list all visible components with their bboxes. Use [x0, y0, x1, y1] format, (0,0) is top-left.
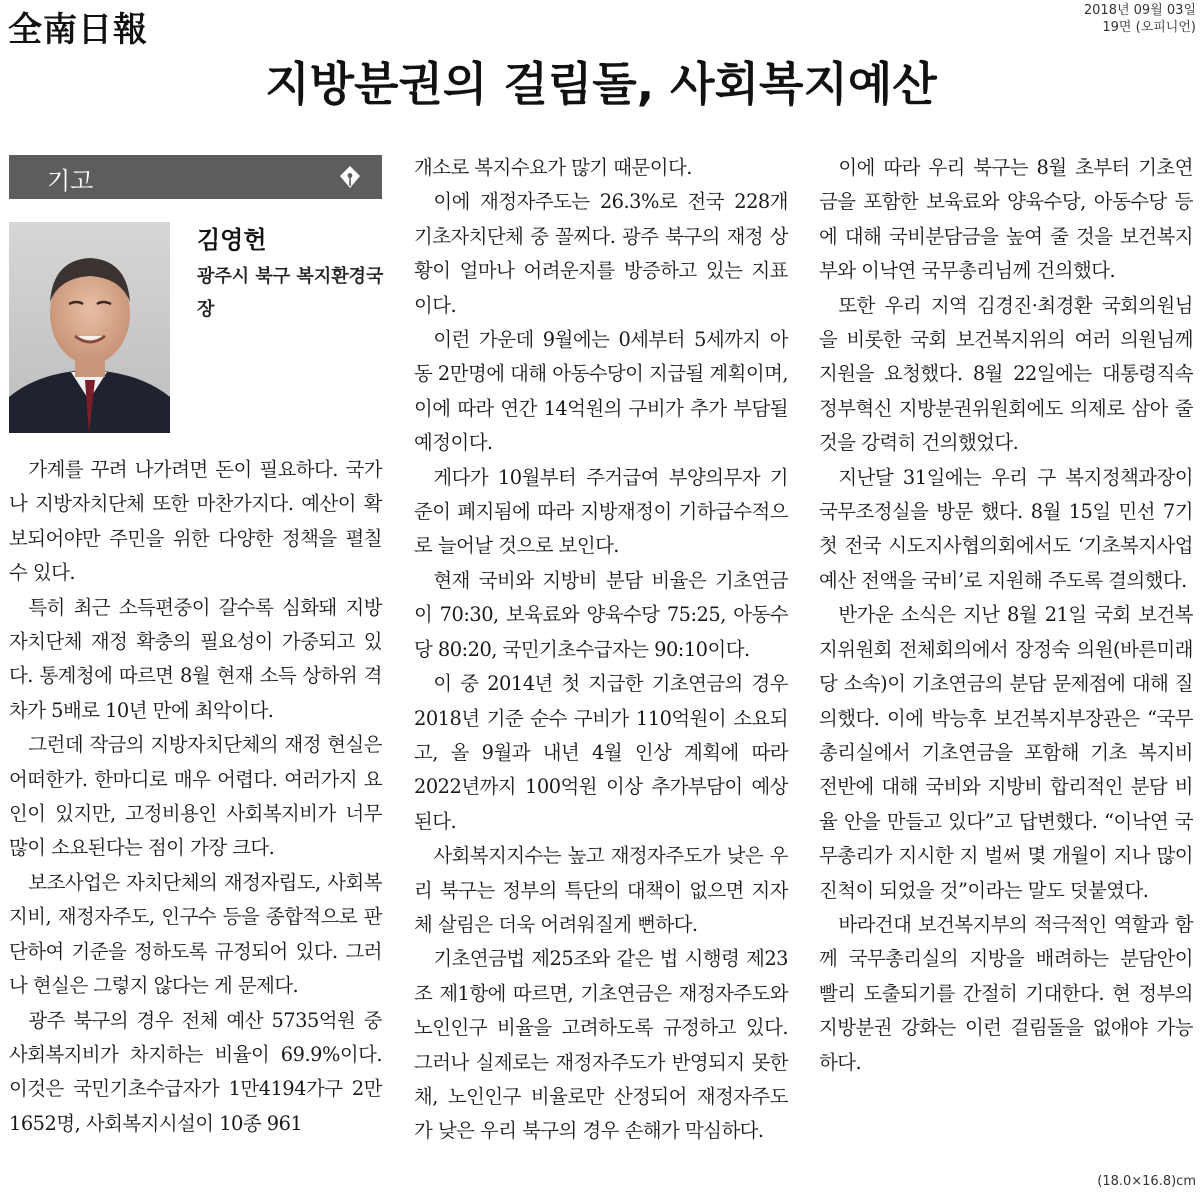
paragraph: 또한 우리 지역 김경진·최경환 국회의원님을 비롯한 국회 보건복지위의 여러 의원님께 지원을 요청했다. 8월 22일에는 대통령직속 정부혁신 지방분권위원회에도 의제로 삼아 줄 것을 강력히 건의했었다. — [819, 293, 1193, 455]
article-size-note: (18.0×16.8)cm — [1097, 1174, 1196, 1189]
paragraph: 가계를 꾸려 나가려면 돈이 필요하다. 국가나 지방자치단체 또한 마찬가지다. 예산이 확보되어야만 주민을 위한 다양한 정책을 펼칠 수 있다. — [9, 458, 382, 585]
paragraph: 광주 북구의 경우 전체 예산 5735억원 중 사회복지비가 차지하는 비율이 69.9%이다. 이것은 국민기초수급자가 1만4194가구 2만1652명, 사회복지시설이 10종 961 — [9, 1008, 382, 1135]
paragraph: 그런데 작금의 지방자치단체의 재정 현실은 어떠한가. 한마디로 매우 어렵다. 여러가지 요인이 있지만, 고정비용인 사회복지비가 너무 많이 소요된다는 점이 가장 크다. — [9, 733, 382, 860]
publication-info — [1084, 2, 1196, 36]
pen-nib-icon — [338, 165, 362, 189]
paragraph: 게다가 10월부터 주거급여 부양의무자 기준이 폐지됨에 따라 지방재정이 기하급수적으로 늘어날 것으로 보인다. — [414, 465, 788, 558]
article-headline: 지방분권의 걸림돌, 사회복지예산 — [265, 57, 937, 111]
article-column-1 — [9, 453, 382, 1141]
section-label: 기고 — [47, 167, 94, 195]
paragraph: 특히 최근 소득편중이 갈수록 심화돼 지방자치단체 재정 확충의 필요성이 가중되고 있다. 통계청에 따르면 8월 현재 소득 상하위 격차가 5배로 10년 만에 최악이다. — [9, 595, 382, 722]
masthead-logo: 全南日報 — [8, 10, 148, 50]
paragraph: 현재 국비와 지방비 분담 비율은 기초연금이 70:30, 보육료와 양육수당 75:25, 아동수당 80:20, 국민기초수급자는 90:10이다. — [414, 568, 788, 661]
publication-date: 2018년 09월 03일 — [1083, 3, 1196, 18]
author-photo — [9, 222, 170, 433]
page-section: 19면 (오피니언) — [1102, 20, 1196, 35]
author-title: 광주시 북구 복지환경국장 — [197, 266, 384, 320]
paragraph: 이런 가운데 9월에는 0세부터 5세까지 아동 2만명에 대해 아동수당이 지급될 계획이며, 이에 따라 연간 14억원의 구비가 추가 부담될 예정이다. — [414, 328, 788, 455]
paragraph: 이 중 2014년 첫 지급한 기초연금의 경우 2018년 기준 순수 구비가 110억원이 소요되고, 올 9월과 내년 4월 인상 계획에 따라 2022년까지 100억원 이상 추가부담이 예상된다. — [414, 672, 788, 833]
paragraph: 지난달 31일에는 우리 구 복지정책과장이 국무조정실을 방문 했다. 8월 15일 민선 7기 첫 전국 시도지사협의회에서도 ‘기초복지사업 예산 전액을 국비’로 지원해 주도록 결의했다. — [819, 465, 1193, 592]
article-column-3 — [819, 151, 1193, 1080]
paragraph: 이에 따라 우리 북구는 8월 초부터 기초연금을 포함한 보육료와 양육수당, 아동수당 등에 대해 국비분담금을 높여 줄 것을 보건복지부와 이낙연 국무총리님께 건의했다. — [819, 156, 1193, 283]
section-bar — [9, 155, 382, 199]
paragraph: 반가운 소식은 지난 8월 21일 국회 보건복지위원회 전체회의에서 장정숙 의원(바른미래당 소속)이 기초연금의 분담 문제점에 대해 질의했다. 이에 박능후 보건복지부장관은 “국무총리실에서 기초연금을 포함해 기초 복지비 전반에 대해 국비와 지방비 합리적인 분담 비율 안을 만들고 있다”고 답변했다. “이낙연 국무총리가 지시한 지 벌써 몇 개월이 지나 많이 진척이 되었을 것”이라는 말도 덧붙였다. — [819, 603, 1193, 902]
paragraph-continued: 개소로 복지수요가 많기 때문이다. — [414, 156, 692, 179]
paragraph: 이에 재정자주도는 26.3%로 전국 228개 기초자치단체 중 꼴찌다. 광주 북구의 재정 상황이 얼마나 어려운지를 방증하고 있는 지표이다. — [414, 190, 788, 317]
paragraph: 바라건대 보건복지부의 적극적인 역할과 함께 국무총리실의 지방을 배려하는 분담안이 빨리 도출되기를 간절히 기대한다. 현 정부의 지방분권 강화는 이런 걸림돌을 없애야 가능하다. — [819, 912, 1193, 1074]
paragraph: 기초연금법 제25조와 같은 법 시행령 제23조 제1항에 따르면, 기초연금은 재정자주도와 노인인구 비율을 고려하도록 규정하고 있다. 그러나 실제로는 재정자주도가 반영되지 못한 채, 노인인구 비율로만 산정되어 재정자주도가 낮은 우리 북구의 경우 손해가 막심하다. — [414, 947, 788, 1143]
author-name: 김영헌 — [197, 226, 267, 254]
paragraph: 사회복지지수는 높고 재정자주도가 낮은 우리 북구는 정부의 특단의 대책이 없으면 지자체 살림은 더욱 어려워질게 뻔하다. — [414, 844, 788, 936]
paragraph: 보조사업은 자치단체의 재정자립도, 사회복지비, 재정자주도, 인구수 등을 종합적으로 판단하여 기준을 정하도록 규정되어 있다. 그러나 현실은 그렇지 않다는 게 문제다. — [9, 870, 382, 998]
article-column-2 — [414, 151, 788, 1149]
